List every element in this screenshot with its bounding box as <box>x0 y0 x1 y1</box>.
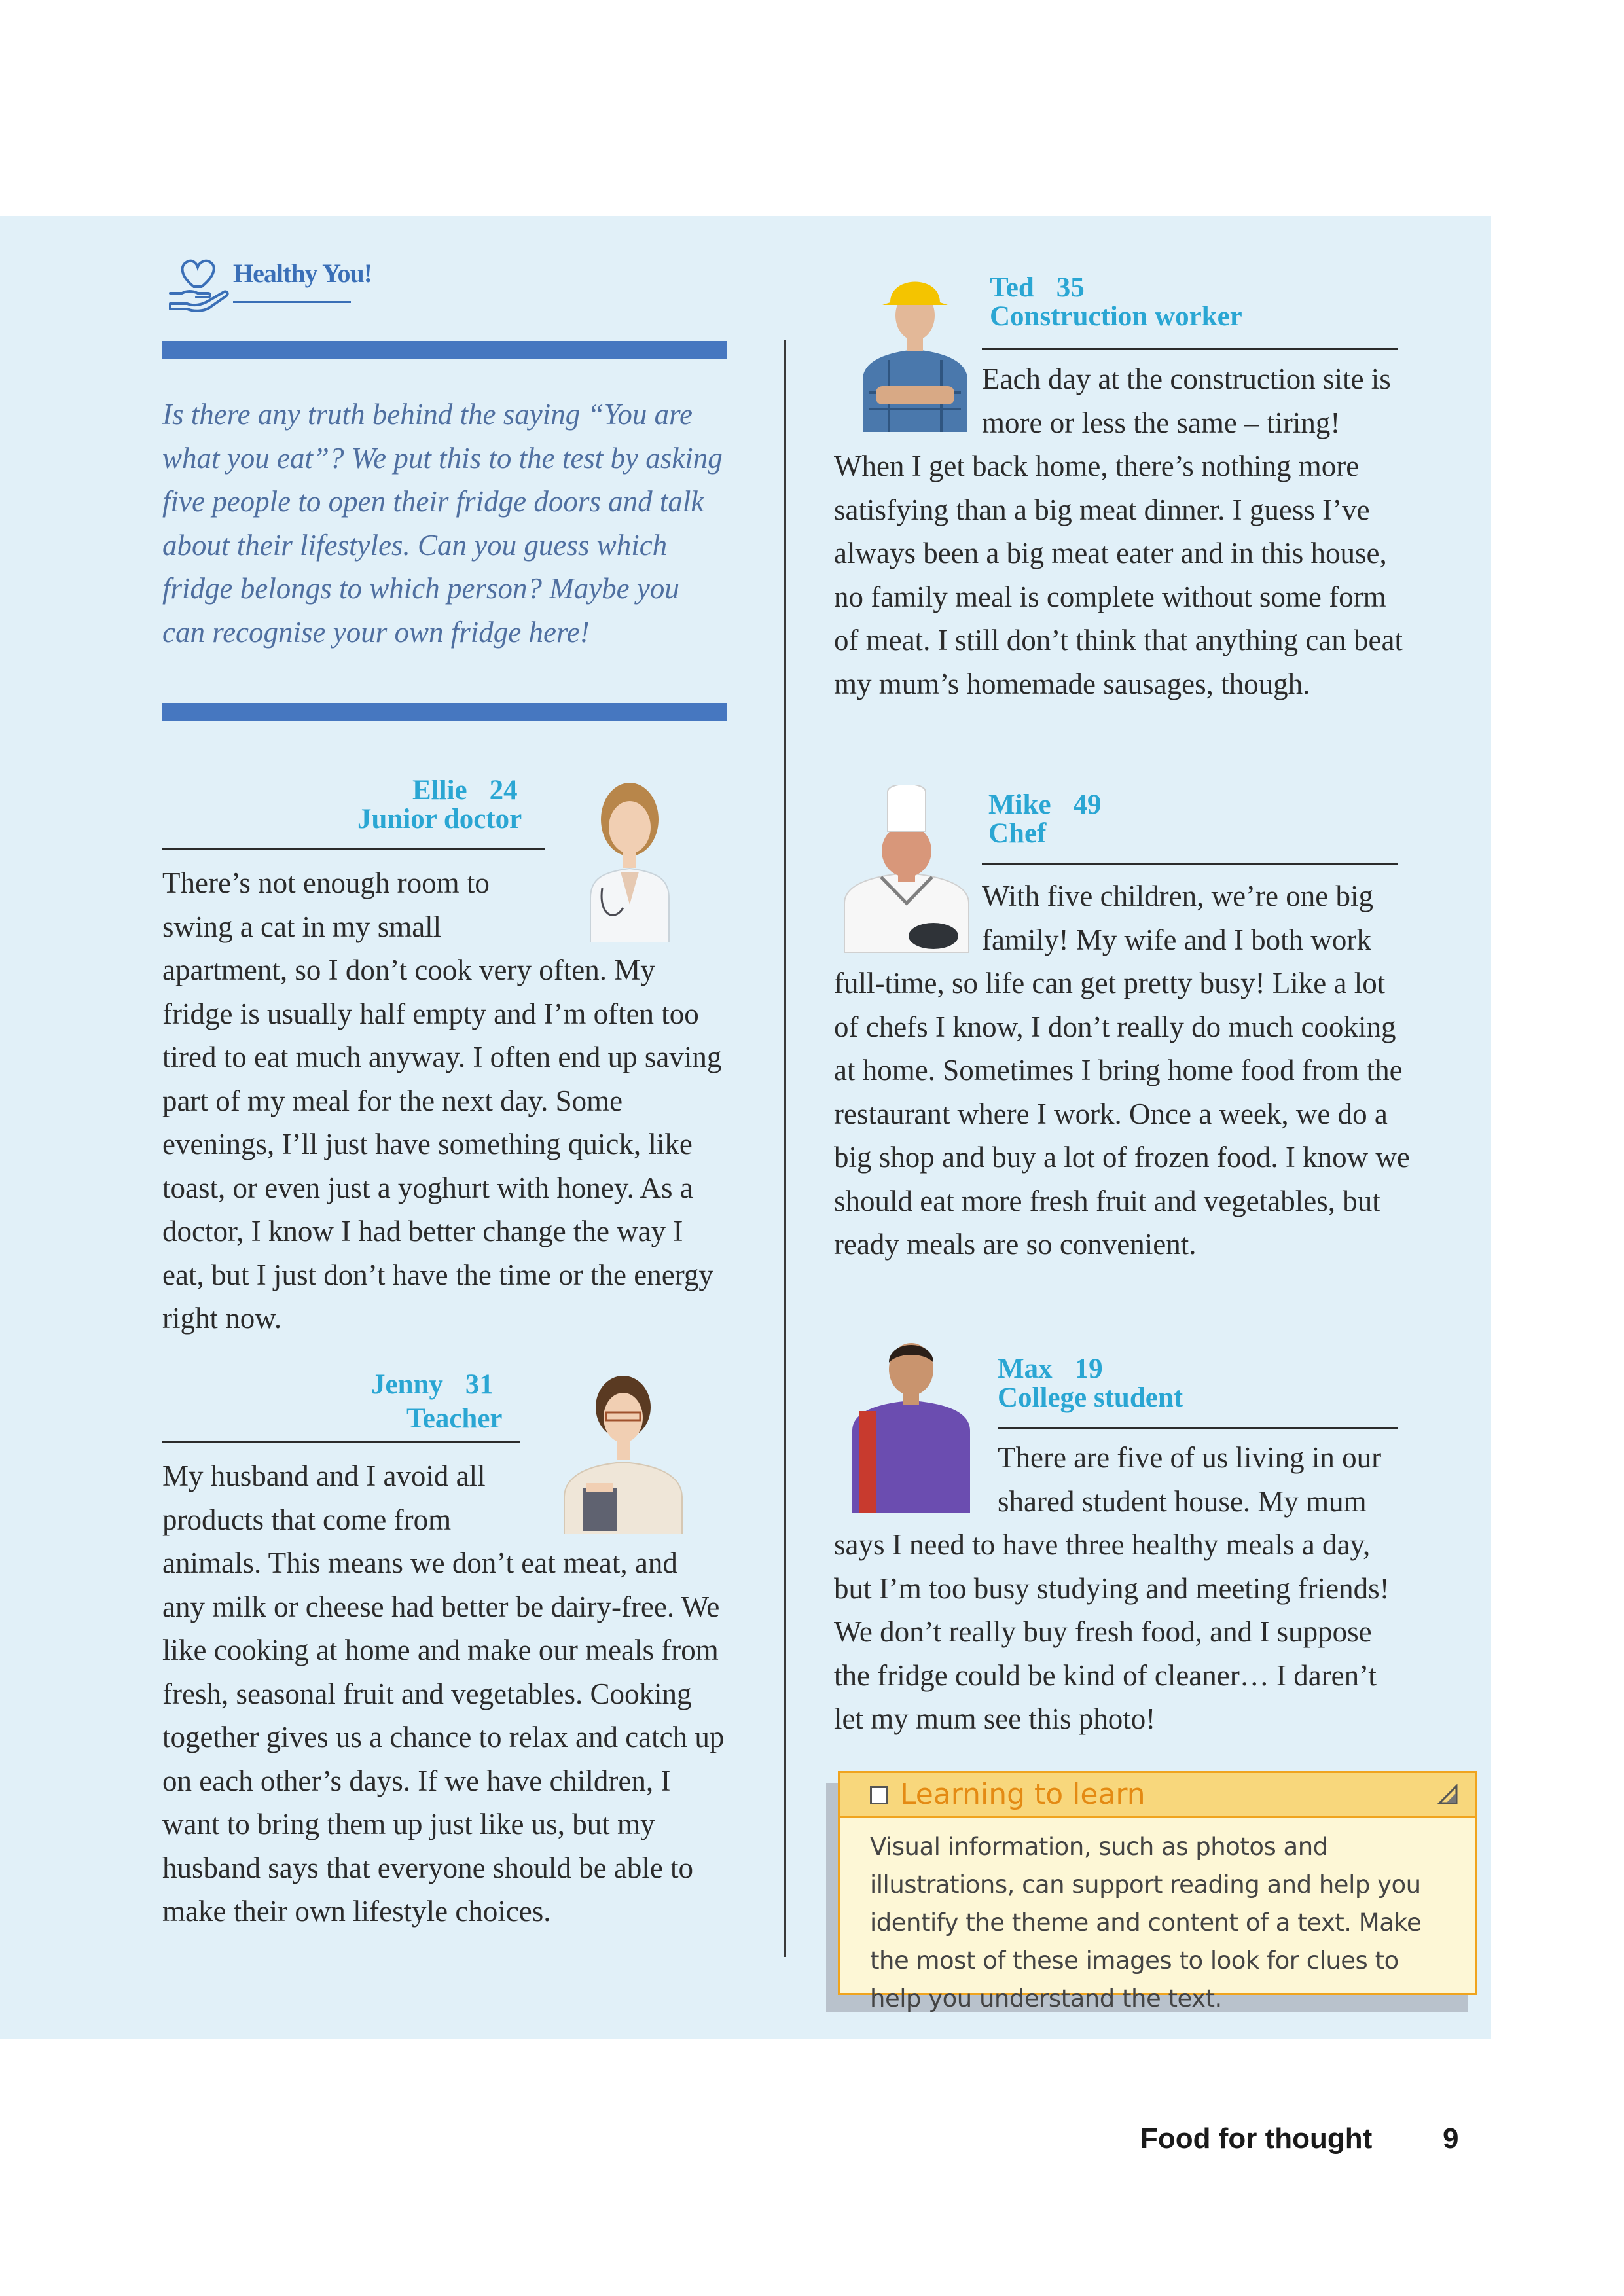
ellie-text: There’s not enough room to swing a cat in my small apartment, so I don’t cook very often. My fridge is usually half empty and I’m often too tired to eat much anyway. I often end up saving part of my meal for the next day. Some evenings, I’ll just have something quick, like toast, or even just a yoghurt with honey. As a doctor, I know I had better change the way I eat, but I just don’t have the time or the energy right now. <box>162 867 722 1335</box>
jenny-text: My husband and I avoid all products that come from animals. This means we don’t eat meat, and any milk or cheese had better be dairy-free. We like cooking at home and make our meals from fresh, seasonal fruit and vegetables. Cooking together gives us a chance to relax and catch up on each other’s days. If we have children, I want to bring them up just like us, but my husband says that everyone should be able to make their own lifestyle choices. <box>162 1460 725 1928</box>
max-job: College student <box>998 1382 1183 1413</box>
footer-title: Food for thought <box>1140 2123 1373 2155</box>
max-rule <box>998 1427 1398 1429</box>
max-name-line <box>998 1355 1103 1384</box>
jenny-name-line <box>371 1371 494 1399</box>
max-body <box>834 1436 1411 1741</box>
ted-rule <box>982 348 1398 350</box>
intro-top-bar <box>162 341 727 359</box>
logo-text: Healthy You! <box>233 259 372 288</box>
jenny-rule <box>162 1441 520 1443</box>
mike-rule <box>982 863 1398 865</box>
healthy-you-logo <box>168 250 372 315</box>
max-text: There are five of us living in our shared student house. My mum says I need to have three healthy meals a day, but I’m too busy studying and meeting friends! We don’t really buy fresh food, and I suppose the fridge could be kind of cleaner… I daren’t let my mum see this photo! <box>834 1441 1390 1735</box>
mike-text: With five children, we’re one big family! My wife and I both work full-time, so life can get pretty busy! Like a lot of chefs I know, I don’t really do much cooking at home. Sometimes I bring home food from the restaurant where I work. Once a week, we do a big shop and buy a lot of frozen food. I know we should eat more fresh fruit and vegetables, but ready meals are so convenient. <box>834 880 1410 1261</box>
ellie-name: Ellie <box>412 775 467 806</box>
mike-name-line <box>988 791 1102 819</box>
heart-hand-icon <box>168 250 233 315</box>
mike-age: 49 <box>1073 789 1102 820</box>
corner-triangle-icon <box>1437 1784 1459 1806</box>
ellie-job: Junior doctor <box>357 804 522 834</box>
page-number: 9 <box>1443 2123 1459 2155</box>
ellie-body <box>162 861 727 1340</box>
ted-text: Each day at the construction site is more or less the same – tiring! When I get back home, there’s nothing more satisfying than a big meat dinner. I guess I’ve always been a big meat eater and in this house, no family meal is complete without some form of meat. I still don’t think that anything can beat my mum’s homemade sausages, though. <box>834 363 1403 700</box>
learning-box <box>838 1771 1477 2013</box>
max-name: Max <box>998 1354 1053 1384</box>
intro-text: Is there any truth behind the saying “You are what you eat”? We put this to the test by asking five people to open their fridge doors and talk about their lifestyles. Can you guess which fridge belongs to which person? Maybe you can recognise your own fridge here! <box>162 398 723 649</box>
ted-age: 35 <box>1056 272 1085 303</box>
learning-box-title: Learning to learn <box>900 1778 1146 1811</box>
ted-job: Construction worker <box>990 301 1242 332</box>
ellie-name-line <box>412 776 518 805</box>
learning-box-header <box>840 1773 1475 1818</box>
checkbox-icon <box>870 1786 888 1804</box>
jenny-age: 31 <box>465 1369 494 1400</box>
mike-body <box>834 874 1411 1266</box>
ellie-age: 24 <box>489 775 518 806</box>
ted-name-line <box>990 274 1085 302</box>
jenny-body <box>162 1454 727 1933</box>
logo-underline <box>233 301 351 303</box>
ted-name: Ted <box>990 272 1034 303</box>
jenny-job: Teacher <box>406 1403 503 1434</box>
learning-box-text: Visual information, such as photos and illustrations, can support reading and help you identify the theme and content of a text. Make the most of these images to look for clues to help you understand the text. <box>870 1833 1422 2013</box>
ellie-rule <box>162 848 545 850</box>
column-divider <box>784 340 786 1957</box>
intro-bottom-bar <box>162 703 727 721</box>
jenny-name: Jenny <box>371 1369 443 1400</box>
ted-body <box>834 357 1411 706</box>
mike-job: Chef <box>988 818 1047 849</box>
max-age: 19 <box>1074 1354 1103 1384</box>
mike-name: Mike <box>988 789 1051 820</box>
